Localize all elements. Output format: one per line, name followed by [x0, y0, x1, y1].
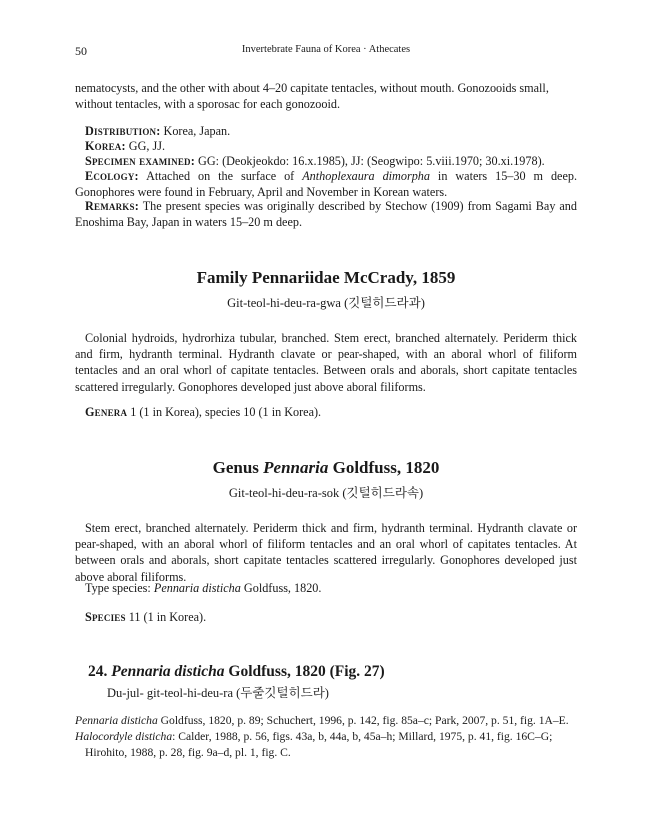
distribution-line [75, 123, 577, 139]
species-korean-name: Du-jul- git-teol-hi-deu-ra (두줄깃털히드라) [107, 686, 329, 700]
genera-label: Genera [85, 405, 128, 419]
genus-title-italic: Pennaria [263, 458, 329, 477]
synonym-2-refs: : Calder, 1988, p. 56, figs. 43a, b, 44a, b, 45a–h; Millard, 1975, p. 41, fig. 16C–G; [172, 730, 553, 744]
species-heading [88, 663, 385, 681]
genus-title-post: Goldfuss, 1820 [328, 458, 440, 477]
species-count-line [75, 609, 577, 625]
genus-title-pre: Genus [212, 458, 264, 477]
ecology-text-a: Attached on the surface of [138, 169, 303, 183]
type-species-label: Type species: [85, 581, 154, 595]
genera-line [75, 404, 577, 420]
genus-description: Stem erect, branched alternately. Periderm thick and firm, hydranth terminal. Hydranth clavate or pear-shaped, with an aboral whorl of filiform tentacles and an oral whorl of capitates tentacles. At between orals and aborals, short capitate tentacles scattered irregularly. Gonophores developed just above aboral filiforms. [75, 521, 577, 584]
specimen-text: GG: (Deokjeokdo: 16.x.1985), JJ: (Seogwipo: 5.viii.1970; 30.xi.1978). [194, 154, 545, 168]
ecology-paragraph [75, 168, 577, 200]
korea-line [75, 138, 577, 154]
family-korean-name: Git-teol-hi-deu-ra-gwa (깃털히드라과) [227, 296, 425, 310]
synonym-1-refs: Goldfuss, 1820, p. 89; Schuchert, 1996, p. 142, fig. 85a–c; Park, 2007, p. 51, fig. 1A–E. [157, 714, 569, 727]
ecology-label: Ecology: [85, 169, 139, 183]
type-species-line [75, 580, 577, 596]
ecology-species: Anthoplexaura dimorpha [302, 169, 430, 183]
specimen-line [75, 153, 577, 169]
species-authority: Goldfuss, 1820 (Fig. 27) [224, 663, 385, 680]
specimen-label: Specimen examined: [85, 154, 195, 168]
intro-line-2: without tentacles, with a sporosac for each gonozooid. [75, 97, 341, 112]
genera-text: 1 (1 in Korea), species 10 (1 in Korea). [127, 405, 322, 419]
running-header [75, 44, 577, 60]
page-number: 50 [75, 44, 87, 58]
remarks-text: The present species was originally described by Stechow (1909) from Sagami Bay and Enoshima Bay, Japan in waters 15–20 m deep. [75, 199, 577, 230]
family-description: Colonial hydroids, hydrorhiza tubular, branched. Stem erect, branched alternately. Periderm thick and firm, hydranth terminal. Hydranth clavate or pear-shaped, with an aboral whorl of filiform tentacles and an oral whorl of capitate tentacles. Between orals and aborals, short capitate tentacles scattered irregularly. Gonophores developed just above aboral filiforms. [75, 331, 577, 394]
remarks-paragraph [75, 198, 577, 230]
distribution-label: Distribution: [85, 124, 161, 138]
running-title: Invertebrate Fauna of Korea · Athecates [241, 44, 411, 55]
synonym-1-name: Pennaria disticha [75, 714, 158, 727]
species-number: 24. [88, 663, 108, 680]
genus-korean-name: Git-teol-hi-deu-ra-sok (깃털히드라속) [228, 486, 424, 500]
family-title: Family Pennariidae McCrady, 1859 [196, 268, 456, 287]
species-count-label: Species [85, 610, 126, 624]
genus-title [75, 458, 577, 478]
korea-label: Korea: [85, 139, 126, 153]
type-species-authority: Goldfuss, 1820. [240, 581, 322, 595]
remarks-label: Remarks: [85, 199, 139, 213]
distribution-text: Korea, Japan. [160, 124, 231, 138]
ecology-text-b: in waters 15–30 m deep. Gonophores were found in February, April and November in Korean waters. [75, 169, 577, 200]
type-species-name: Pennaria disticha [153, 581, 241, 595]
korea-text: GG, JJ. [125, 139, 166, 153]
synonym-2-refs-cont: Hirohito, 1988, p. 28, fig. 9a–d, pl. 1, fig. C. [85, 746, 291, 760]
synonymy [75, 713, 577, 762]
species-name: Pennaria disticha [111, 663, 225, 680]
intro-line-1: nematocysts, and the other with about 4–20 capitate tentacles, without mouth. Gonozooids small, [75, 81, 549, 95]
synonym-2-name: Halocordyle disticha [75, 730, 173, 744]
intro-paragraph [75, 80, 577, 112]
species-count-text: 11 (1 in Korea). [125, 610, 207, 624]
